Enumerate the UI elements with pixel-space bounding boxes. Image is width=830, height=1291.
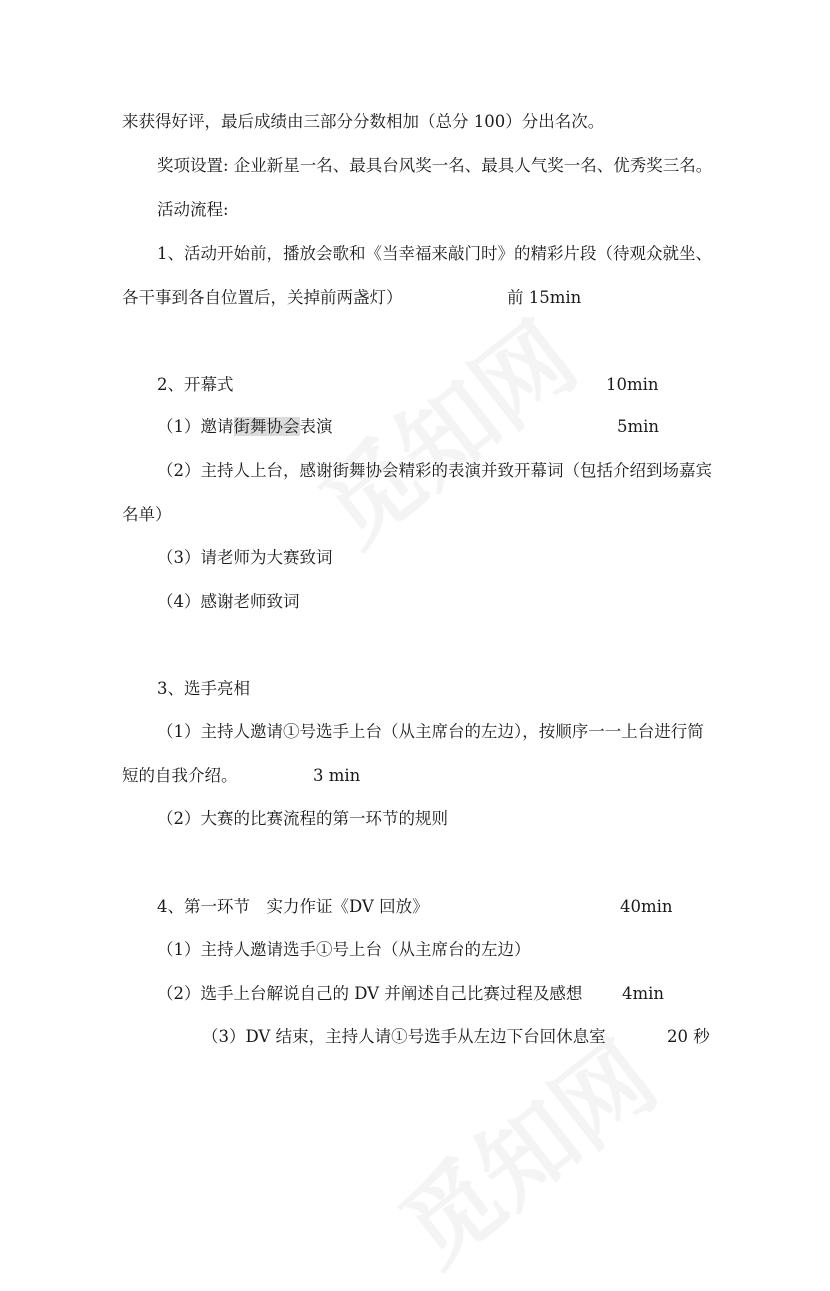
paragraph-line [0,194,830,226]
section-heading [0,673,830,705]
paragraph-line [0,238,830,270]
paragraph-line [0,150,830,182]
paragraph-line [0,542,830,574]
line-text: （2）大赛的比赛流程的第一环节的规则 [157,809,448,828]
duration-text: 40min [620,897,673,916]
section-heading [0,891,830,923]
paragraph-line [0,455,830,487]
duration-text: 10min [606,375,659,394]
duration-text: 4min [622,984,665,1003]
paragraph-line [0,499,830,531]
line-text: 2、开幕式 [157,375,234,394]
line-text: 短的自我介绍。 [122,766,238,785]
line-text [157,411,333,443]
duration-text: 前 15min [507,288,582,307]
line-text: 1、活动开始前，播放会歌和《当幸福来敲门时》的精彩片段（待观众就坐、 [157,244,712,263]
duration-text: 3 min [313,766,361,785]
line-text: （2）选手上台解说自己的 DV 并阐述自己比赛过程及感想 [157,984,583,1003]
line-text-after: 表演 [299,417,333,436]
line-text: （3）请老师为大赛致词 [157,548,333,567]
paragraph-line [0,411,830,443]
line-text: 活动流程: [157,200,229,219]
line-text: 3、选手亮相 [157,679,250,698]
line-text: 名单） [122,505,172,524]
line-text: 各干事到各自位置后，关掉前两盏灯） [122,288,403,307]
paragraph-line [0,106,830,138]
paragraph-line [0,803,830,835]
highlighted-text: 街舞协会 [233,417,300,436]
paragraph-line [0,282,830,314]
paragraph-line [0,586,830,618]
section-heading [0,369,830,401]
line-text: （1）主持人邀请选手①号上台（从主席台的左边） [157,940,531,959]
line-text-before: （1）邀请 [157,417,234,436]
paragraph-line [0,760,830,792]
line-text: （2）主持人上台，感谢街舞协会精彩的表演并致开幕词（包括介绍到场嘉宾 [157,461,712,480]
paragraph-line [0,934,830,966]
line-text: 来获得好评，最后成绩由三部分分数相加（总分 100）分出名次。 [122,112,605,131]
duration-text: 20 秒 [667,1027,710,1046]
paragraph-line [0,1021,830,1053]
paragraph-line [0,978,830,1010]
line-text: 奖项设置: 企业新星一名、最具台风奖一名、最具人气奖一名、优秀奖三名。 [157,156,713,175]
line-text: 4、第一环节 实力作证《DV 回放》 [157,897,429,916]
duration-text: 5min [617,417,660,436]
line-text: （3）DV 结束，主持人请①号选手从左边下台回休息室 [202,1027,606,1046]
paragraph-line [0,716,830,748]
line-text: （4）感谢老师致词 [157,592,300,611]
line-text: （1）主持人邀请①号选手上台（从主席台的左边），按顺序一一上台进行简 [157,722,704,741]
